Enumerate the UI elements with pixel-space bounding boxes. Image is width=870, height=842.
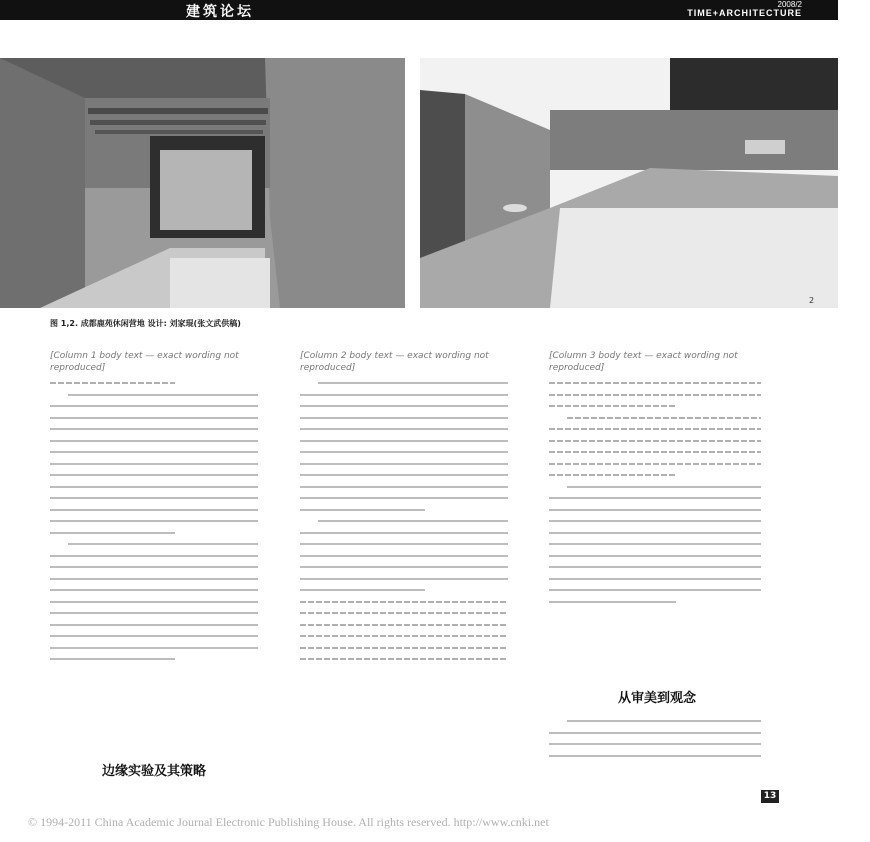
photo-left-corridor xyxy=(0,58,405,308)
text-column-3 xyxy=(549,350,761,612)
text-column-3-continued xyxy=(549,712,761,766)
column-3-placeholder: [Column 3 body text — exact wording not reproduced] xyxy=(549,351,738,373)
column-1-lines xyxy=(50,382,258,660)
column-1-placeholder: [Column 1 body text — exact wording not reproduced] xyxy=(50,351,239,373)
column-2-lines xyxy=(300,382,508,660)
column-3-continued-lines xyxy=(549,720,761,757)
photo-right-wall xyxy=(420,58,838,308)
figure-number: 2 xyxy=(809,296,815,305)
journal-brand: TIME+ARCHITECTURE xyxy=(687,8,802,18)
section-heading-aesthetics-to-concept: 从审美到观念 xyxy=(618,691,697,706)
figure-caption: 图 1,2. 成都鹿苑休闲营地 设计: 刘家琨(张文武供稿) xyxy=(50,319,241,328)
issue-label: 2008/2 xyxy=(777,0,802,9)
column-3-lines xyxy=(549,382,761,603)
journal-id xyxy=(687,0,802,18)
section-heading-edge-experiment: 边缘实验及其策略 xyxy=(102,764,207,779)
header-bar xyxy=(0,0,838,20)
copyright-line: © 1994-2011 China Academic Journal Electronic Publishing House. All rights reserved. http://www.cnki.net xyxy=(28,815,549,829)
text-column-1 xyxy=(50,350,258,670)
column-2-placeholder: [Column 2 body text — exact wording not reproduced] xyxy=(300,351,489,373)
section-title: 建筑论坛 xyxy=(186,4,254,20)
text-column-2 xyxy=(300,350,508,670)
page-number: 13 xyxy=(761,790,779,803)
